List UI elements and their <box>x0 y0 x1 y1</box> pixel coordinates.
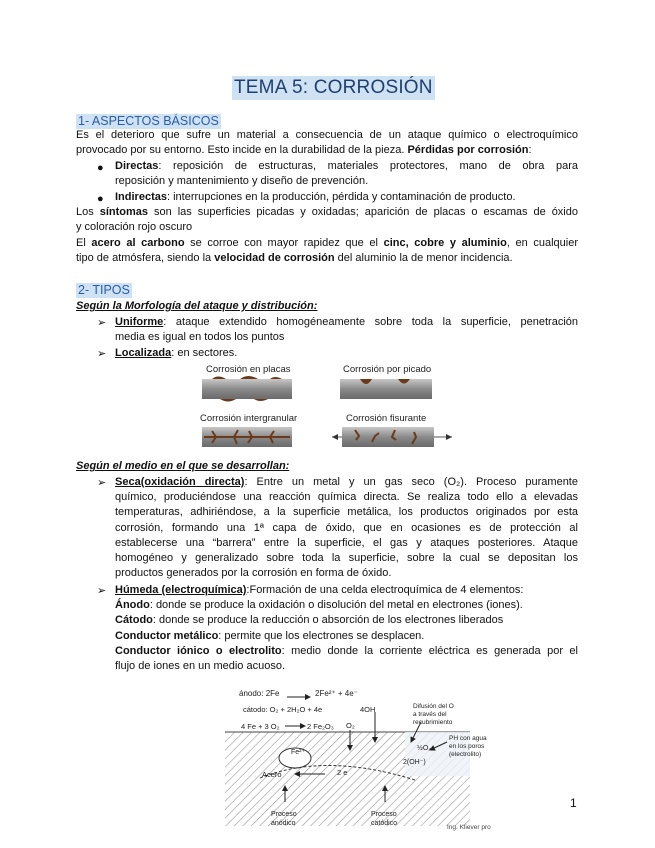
svg-text:Difusión del O: Difusión del O <box>413 703 454 710</box>
svg-text:a través del: a través del <box>413 711 447 718</box>
intro-paragraph: Es el deterioro que sufre un material a consecuencia de un ataque químico o electroquímico provocado por su entorno. Esto incide en la durabilidad de la pieza. Pérdidas por corrosión: <box>76 129 578 157</box>
page-number: 1 <box>570 796 577 810</box>
item-seca: Seca(oxidación directa): Entre un metal y un gas seco (O₂). Proceso puramente químico, produciéndose una reacción química directa. Se realiza todo ello a elevadas temperaturas, adhiriéndose, a la superficie metálica, los productos originados por esta corrosión, formando una 1ª capa de óxido, que en ocasiones es de protección al establecerse una “barrera” entre la superficie, el gas y ataques posteriores. Ataque homogéneo y generalizado sobre toda la superficie, sobre la cual se depositan los productos generados por la corrosión en forma de óxido. <box>115 476 578 580</box>
section-heading-tipos: 2- TIPOS <box>78 283 130 297</box>
svg-text:Ing. Kliever pro: Ing. Kliever pro <box>447 824 491 831</box>
bullet-indirectas: Indirectas: interrupciones en la producción, pérdida y contaminación de producto. <box>115 191 516 203</box>
item-localizada: Localizada: en sectores. <box>115 347 238 359</box>
svg-text:(electrolito): (electrolito) <box>449 751 482 758</box>
rod-placas <box>202 376 292 402</box>
svg-text:catódico: catódico <box>371 820 398 827</box>
bullet-dot: ● <box>97 193 104 205</box>
arrow-bullet: ➢ <box>97 348 107 360</box>
svg-text:Fe²⁺: Fe²⁺ <box>291 749 306 756</box>
rod-picado <box>340 379 432 399</box>
svg-text:2Fe²⁺ + 4e⁻: 2Fe²⁺ + 4e⁻ <box>315 689 358 698</box>
label-placas: Corrosión en placas <box>206 364 291 375</box>
svg-text:Acero: Acero <box>262 770 282 779</box>
catodo-reaction: cátodo: O₂ + 2H₂O + 4e <box>243 705 323 714</box>
svg-text:4OH: 4OH <box>360 705 376 714</box>
corrosion-types-illustration <box>190 370 470 460</box>
arrow-bullet: ➢ <box>97 585 107 597</box>
anodo-reaction: ánodo: 2Fe <box>239 689 280 698</box>
svg-text:O₂: O₂ <box>346 721 355 730</box>
svg-text:2 Fe₂O₃: 2 Fe₂O₃ <box>307 722 334 731</box>
acero-paragraph: El acero al carbono se corroe con mayor rapidez que el cinc, cobre y aluminio, en cualquier tipo de atmósfera, siendo la velocidad de corrosión del aluminio la de menor incidencia. <box>76 237 578 265</box>
rod-intergranular <box>202 427 292 447</box>
svg-text:en los poros: en los poros <box>449 743 485 750</box>
label-picado: Corrosión por picado <box>343 364 432 375</box>
svg-text:recubrimiento: recubrimiento <box>413 719 453 726</box>
arrow-bullet: ➢ <box>97 317 107 329</box>
svg-text:2(OH⁻): 2(OH⁻) <box>403 759 426 766</box>
svg-text:Proceso: Proceso <box>271 811 297 818</box>
svg-text:Proceso: Proceso <box>371 811 397 818</box>
label-fisurante: Corrosión fisurante <box>346 413 427 424</box>
subheading-medio: Según el medio en el que se desarrollan: <box>76 460 290 472</box>
sintomas-paragraph: Los síntomas son las superficies picadas y oxidadas; aparición de placas o escamas de óxido y coloración rojo oscuro <box>76 206 578 234</box>
bullet-dot: ● <box>97 162 104 174</box>
item-humeda: Húmeda (electroquímica):Formación de una celda electroquímica de 4 elementos: Ánodo: donde se produce la oxidación o disolución del metal en electrones (iones). Cátodo: donde se produce la reducción o absorción de los electrones liberados Conductor metálico: permite que los electrones se desplacen. Conductor iónico o electrolito: medio donde la corriente eléctrica es generada por el flujo de iones en un medio acuoso. <box>115 584 578 673</box>
electrochemical-diagram <box>225 682 515 837</box>
subheading-morfologia: Según la Morfología del ataque y distribución: <box>76 300 318 312</box>
svg-text:PH con agua: PH con agua <box>449 735 487 742</box>
rod-fisurante <box>332 427 452 447</box>
bullet-directas: Directas: reposición de estructuras, materiales protectores, mano de obra para reposición y mantenimiento y diseño de prevención. <box>115 160 578 188</box>
arrow-bullet: ➢ <box>97 477 107 489</box>
item-uniforme: Uniforme: ataque extendido homogéneamente sobre toda la superficie, penetración media es igual en todos los puntos <box>115 316 578 344</box>
oxide-reaction: 4 Fe + 3 O₂ <box>241 722 280 731</box>
svg-text:2 e: 2 e <box>337 768 348 777</box>
page-title: TEMA 5: CORROSIÓN <box>234 77 433 98</box>
label-intergranular: Corrosión intergranular <box>200 413 298 424</box>
section-heading-aspectos: 1- ASPECTOS BÁSICOS <box>78 114 219 128</box>
svg-text:anódico: anódico <box>271 820 296 827</box>
svg-text:½O₂: ½O₂ <box>417 745 431 752</box>
